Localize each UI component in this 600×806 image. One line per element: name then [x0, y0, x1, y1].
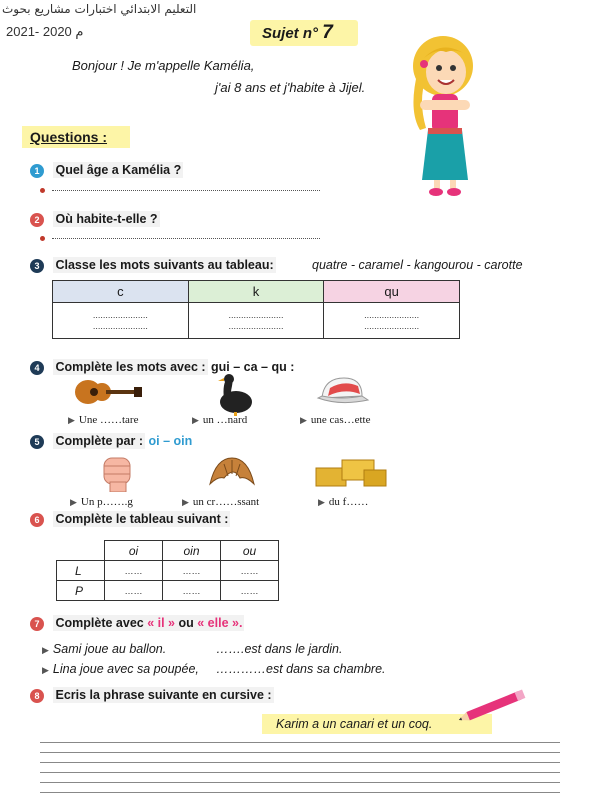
question-3 [30, 258, 276, 273]
writing-line-6[interactable] [40, 792, 560, 793]
header-arabic: التعليم الابتدائي اختبارات مشاريع بحوث [2, 2, 197, 16]
cell-P-oin[interactable]: …… [163, 581, 221, 601]
pencil-icon [452, 688, 532, 724]
sujet-title [250, 20, 358, 46]
word-list: quatre - caramel - kangourou - carotte [312, 258, 523, 272]
intro-line-2: j'ai 8 ans et j'habite à Jijel. [215, 80, 366, 95]
cursive-sentence: Karim a un canari et un coq. [262, 714, 492, 734]
question-6 [30, 512, 230, 527]
word-cap: ▶ une cas…ette [300, 414, 371, 426]
intro-line-1: Bonjour ! Je m'appelle Kamélia, [72, 58, 255, 73]
cell-L-oin[interactable]: …… [163, 561, 221, 581]
writing-line-2[interactable] [40, 752, 560, 753]
question-2-bullet [40, 236, 45, 241]
corner-blank [57, 541, 105, 561]
header-ou: ou [221, 541, 279, 561]
option-il: « il » [147, 616, 175, 630]
question-5-badge: 5 [30, 435, 44, 449]
question-1-bullet [40, 188, 45, 193]
sujet-number: 7 [322, 22, 333, 43]
word-guitar: ▶ Une ……tare [68, 414, 139, 426]
question-3-text: Classe les mots suivants au tableau: [55, 258, 274, 272]
question-4-text: Complète les mots avec : [55, 360, 206, 374]
word-fist: ▶ Un p…….g [70, 496, 133, 508]
question-5-sounds: oi – oin [148, 434, 193, 448]
writing-line-5[interactable] [40, 782, 560, 783]
header-year: 2021- 2020 م [6, 24, 84, 39]
sentence-1-blank[interactable]: …….est dans le jardin. [216, 642, 343, 656]
question-7-badge: 7 [30, 617, 44, 631]
option-ou: ou [178, 616, 194, 630]
writing-line-3[interactable] [40, 762, 560, 763]
girl-illustration [398, 30, 488, 200]
cell-L-oi[interactable]: …… [105, 561, 163, 581]
duck-image [214, 372, 256, 416]
writing-line-4[interactable] [40, 772, 560, 773]
row-label-L: L [57, 561, 105, 581]
cap-image [314, 374, 370, 408]
hay-image [312, 456, 390, 490]
cell-L-ou[interactable]: …… [221, 561, 279, 581]
question-1-badge: 1 [30, 164, 44, 178]
question-8-badge: 8 [30, 689, 44, 703]
question-5 [30, 434, 192, 449]
fist-image [98, 452, 136, 492]
cell-P-oi[interactable]: …… [105, 581, 163, 601]
option-elle: « elle ». [197, 616, 243, 630]
guitar-image [72, 376, 144, 408]
question-7 [30, 616, 244, 631]
question-2-text: Où habite-t-elle ? [55, 212, 158, 226]
answer-line-1[interactable] [52, 189, 320, 191]
question-8-text: Ecris la phrase suivante en cursive : [55, 688, 272, 702]
cell-c[interactable]: ...................... ...................... [53, 303, 189, 339]
cell-k[interactable]: ...................... ...................... [188, 303, 324, 339]
header-oi: oi [105, 541, 163, 561]
cell-P-ou[interactable]: …… [221, 581, 279, 601]
answer-line-2[interactable] [52, 237, 320, 239]
questions-title: Questions : [22, 126, 130, 148]
question-5-text: Complète par : [55, 434, 143, 448]
croissant-image [206, 454, 258, 492]
row-label-P: P [57, 581, 105, 601]
question-1 [30, 163, 183, 178]
question-2 [30, 212, 160, 227]
word-croissant: ▶ un cr……ssant [182, 496, 260, 508]
question-3-badge: 3 [30, 259, 44, 273]
word-duck: ▶ un …nard [192, 414, 248, 426]
column-k: k [188, 281, 324, 303]
column-c: c [53, 281, 189, 303]
question-8 [30, 688, 274, 703]
writing-line-1[interactable] [40, 742, 560, 743]
question-2-badge: 2 [30, 213, 44, 227]
cell-qu[interactable]: ...................... ...................... [324, 303, 460, 339]
question-7-text: Complète avec [55, 616, 144, 630]
question-1-text: Quel âge a Kamélia ? [55, 163, 182, 177]
sujet-label: Sujet n° [262, 25, 319, 42]
question-4-syllables: gui – ca – qu : [211, 360, 295, 374]
word-hay: ▶ du f…… [318, 496, 369, 508]
sort-table [52, 280, 460, 339]
sentence-1: ▶ Sami joue au ballon. [42, 642, 167, 656]
question-6-text: Complète le tableau suivant : [55, 512, 229, 526]
sentence-2-blank[interactable]: …………est dans sa chambre. [216, 662, 386, 676]
question-4-badge: 4 [30, 361, 44, 375]
header-oin: oin [163, 541, 221, 561]
sentence-2: ▶ Lina joue avec sa poupée, [42, 662, 199, 676]
sound-table [56, 540, 279, 601]
question-6-badge: 6 [30, 513, 44, 527]
column-qu: qu [324, 281, 460, 303]
